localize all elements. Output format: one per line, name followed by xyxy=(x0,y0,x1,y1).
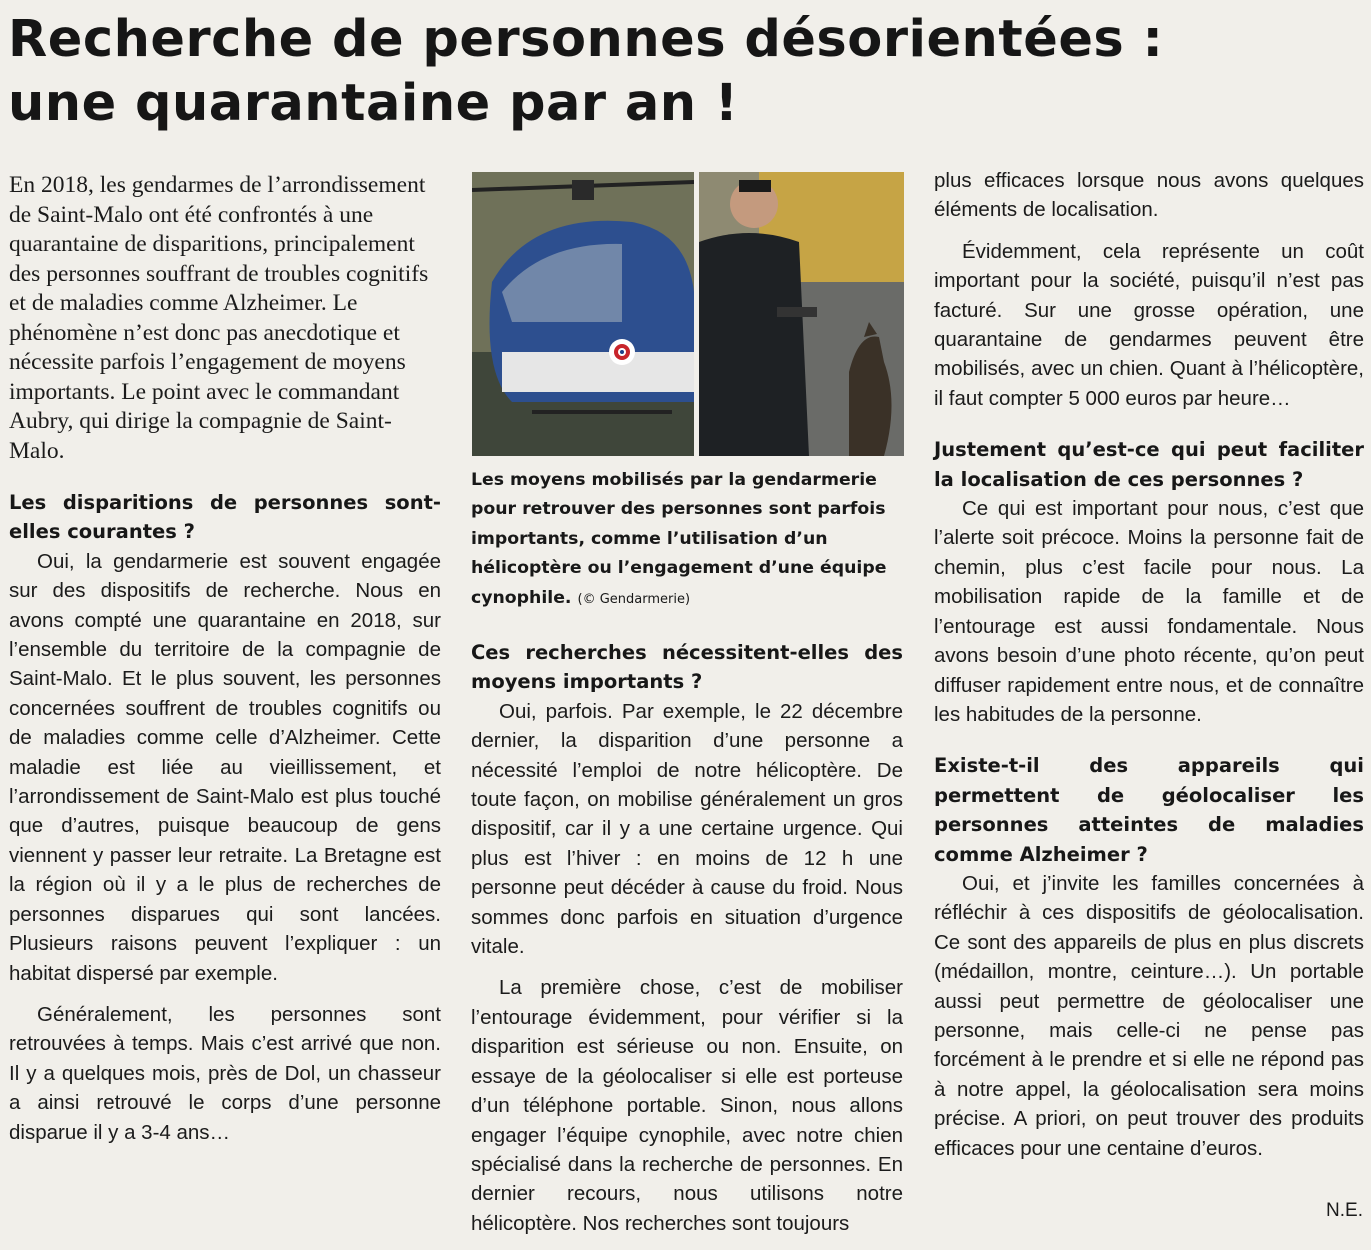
question-4: Existe-t-il des appareils qui permettent de géolocaliser les personnes atteintes de maladies comme Alzheimer ? xyxy=(934,754,1364,866)
caption-text: Les moyens mobilisés par la gendarmerie pour retrouver des personnes sont parfois importants, comme l’utilisation d’un hélicoptère ou l’engagement d’une équipe cynophile. xyxy=(471,470,887,608)
photo-caption xyxy=(471,466,903,614)
headline-line-1: Recherche de personnes désorientées : xyxy=(8,10,1164,69)
answer-1-paragraph-2: Généralement, les personnes sont retrouvées à temps. Mais c’est arrivé que non. Il y a quelques mois, près de Dol, un chasseur a ainsi retrouvé le corps d’une personne disparue il y a 3-4 ans… xyxy=(9,1002,441,1144)
dog-handler-photo xyxy=(699,172,904,456)
headline-line-2: une quarantaine par an ! xyxy=(8,74,739,133)
intro-paragraph: En 2018, les gendarmes de l’arrondissement de Saint-Malo ont été confrontés à une quarantaine de disparitions, principalement des personnes souffrant de troubles cognitifs et de maladies comme Alzheimer. Le phénomène n’est donc pas anecdotique et nécessite parfois l’engagement de moyens importants. Le point avec le commandant Aubry, qui dirige la compagnie de Saint-Malo. xyxy=(9,172,429,464)
answer-4-paragraph-1: Oui, et j’invite les familles concernées à réfléchir à ces dispositifs de géolocalisation. Ce sont des appareils de plus en plus discrets (médaillon, montre, ceinture…). Un portable aussi peut permettre de géolocaliser une personne, mais celle-ci ne pense pas forcément à le prendre et si elle ne répond pas à notre appel, la géolocalisation sera moins précise. A priori, on peut trouver des produits efficaces pour une centaine d’euros. xyxy=(934,871,1364,1160)
article-column-3 xyxy=(934,166,1364,1175)
answer-2-paragraph-2: La première chose, c’est de mobiliser l’entourage évidemment, pour vérifier si la disparition est sérieuse ou non. Ensuite, on essaye de la géolocaliser si elle est porteuse d’un téléphone portable. Sinon, nous allons engager l’équipe cynophile, avec notre chien spécialisé dans la recherche de personnes. En dernier recours, nous utilisons notre hélicoptère. Nos recherches sont toujours xyxy=(471,976,903,1235)
article-column-2 xyxy=(471,638,903,1250)
answer-2-paragraph-1: Oui, parfois. Par exemple, le 22 décembre dernier, la disparition d’une personne a nécessité l’emploi de notre hélicoptère. De toute façon, on mobilise généralement un gros dispositif, car il y a une certaine urgence. Qui plus est l’hiver : en moins de 12 h une personne peut décéder à cause du froid. Nous sommes donc parfois en situation d’urgence vitale. xyxy=(471,699,903,959)
answer-1-paragraph-1: Oui, la gendarmerie est souvent engagée sur des dispositifs de recherche. Nous en avons compté une quarantaine en 2018, sur l’ensemble du territoire de la compagnie de Saint-Malo. Et le plus souvent, les personnes concernées souffrent de troubles cognitifs ou de maladies comme celle d’Alzheimer. Cette maladie est liée au vieillissement, et l’arrondissement de Saint-Malo est plus touché que d’autres, puisque beaucoup de gens viennent y passer leur retraite. La Bretagne est la région où il y a le plus de recherches de personnes disparues qui sont lancées. Plusieurs raisons peuvent l’expliquer : un habitat dispersé par exemple. xyxy=(9,549,441,985)
headline xyxy=(8,8,1363,136)
photo-credit: (© Gendarmerie) xyxy=(577,591,691,607)
answer-2-paragraph-2-continued: plus efficaces lorsque nous avons quelques éléments de localisation. xyxy=(934,169,1364,222)
question-1: Les disparitions de personnes sont-elles courantes ? xyxy=(9,491,441,544)
photo-pair xyxy=(472,172,904,456)
answer-3-paragraph-1: Ce qui est important pour nous, c’est que l’alerte soit précoce. Moins la personne fait de chemin, plus c’est facile pour nous. La mobilisation rapide de la famille et de l’entourage est aussi fondamentale. Nous avons besoin d’une photo récente, qu’on peut diffuser rapidement entre nous, et de connaître les habitudes de la personne. xyxy=(934,497,1364,726)
question-2: Ces recherches nécessitent-elles des moyens importants ? xyxy=(471,641,903,694)
helicopter-photo xyxy=(472,172,694,456)
answer-2-paragraph-3: Évidemment, cela représente un coût important pour la société, puisqu’il n’est pas facturé. Sur une grosse opération, une quarantaine de gendarmes peuvent être mobilisés, avec un chien. Quant à l’hélicoptère, il faut compter 5 000 euros par heure… xyxy=(934,239,1364,410)
author-signature: N.E. xyxy=(1326,1200,1363,1221)
article-column-1 xyxy=(9,171,441,1159)
question-3: Justement qu’est-ce qui peut faciliter la localisation de ces personnes ? xyxy=(934,438,1364,491)
